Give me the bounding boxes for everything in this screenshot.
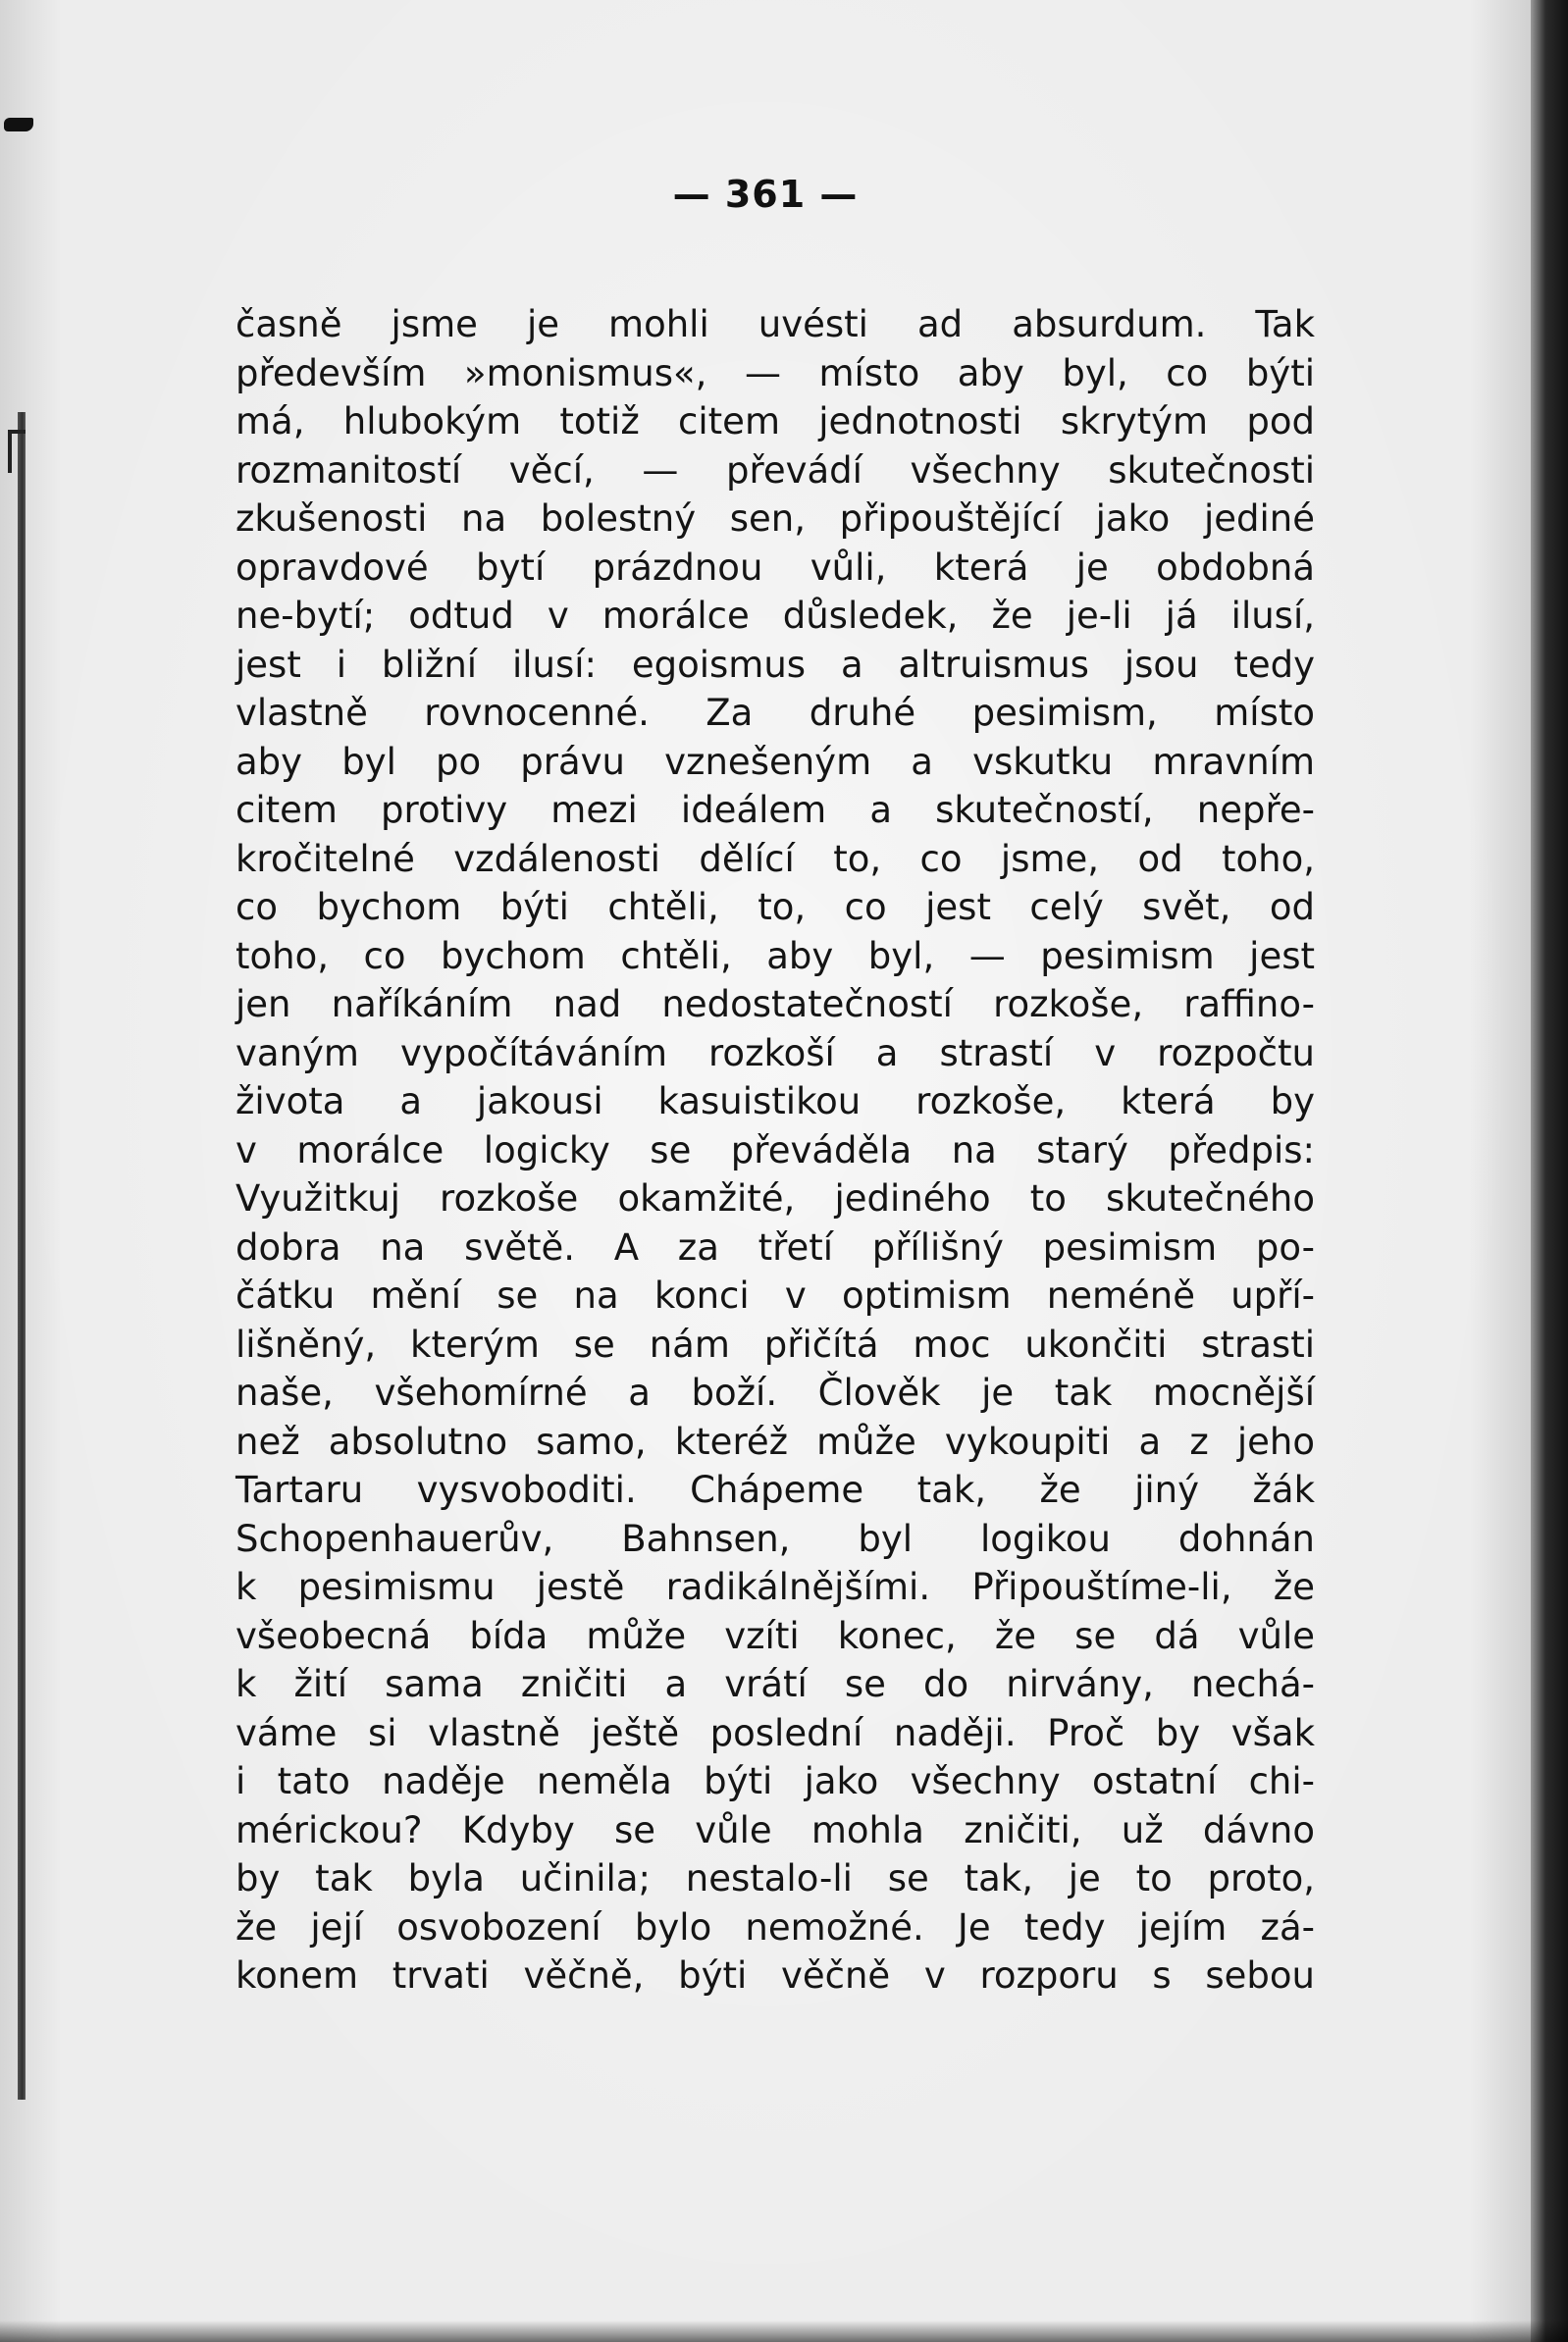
text-line: mérickou? Kdyby se vůle mohla zničiti, už dávno	[235, 1808, 1315, 1851]
binding-edge	[18, 412, 26, 2100]
text-line: lišněný, kterým se nám přičítá moc ukončiti strasti	[235, 1323, 1315, 1366]
binding-mark	[8, 430, 26, 473]
text-line: k žití sama zničiti a vrátí se do nirvány, nechá-	[235, 1663, 1315, 1705]
text-line: že její osvobození bylo nemožné. Je tedy jejím zá-	[235, 1905, 1315, 1949]
bottom-edge-shadow	[0, 2320, 1568, 2342]
text-line: má, hlubokým totiž citem jednotnosti skrytým pod	[235, 400, 1315, 442]
text-line: opravdové bytí prázdnou vůli, která je obdobná	[235, 546, 1315, 589]
text-line: všeobecná bída může vzíti konec, že se dá vůle	[235, 1614, 1315, 1657]
text-line: než absolutno samo, kteréž může vykoupiti a z jeho	[235, 1420, 1315, 1463]
text-line: jen naříkáním nad nedostatečností rozkoše, raffino-	[235, 983, 1315, 1025]
body-text	[235, 300, 1315, 2001]
ink-mark	[4, 118, 33, 131]
text-line: rozmanitostí věcí, — převádí všechny skutečnosti	[235, 448, 1315, 492]
text-line: vaným vypočítáváním rozkoší a strastí v rozpočtu	[235, 1031, 1315, 1074]
text-line: naše, všehomírné a boží. Člověk je tak mocnější	[235, 1372, 1315, 1414]
text-line: v morálce logicky se převáděla na starý předpis:	[235, 1128, 1315, 1171]
text-line: citem protivy mezi ideálem a skutečností, nepře-	[235, 789, 1315, 831]
text-line: především »monismus«, — místo aby byl, co býti	[235, 351, 1315, 394]
text-line: čátku mění se na konci v optimism neméně upří-	[235, 1275, 1315, 1317]
page-edge-shadow	[1531, 0, 1568, 2342]
page-number: — 361 —	[672, 173, 859, 216]
text-line: co bychom býti chtěli, to, co jest celý svět, od	[235, 886, 1315, 928]
text-line: ne-bytí; odtud v morálce důsledek, že je-li já ilusí,	[235, 595, 1315, 637]
text-line: zkušenosti na bolestný sen, připouštějící jako jediné	[235, 497, 1315, 540]
text-line: toho, co bychom chtěli, aby byl, — pesimism jest	[235, 934, 1315, 977]
text-line: by tak byla učinila; nestalo-li se tak, je to proto,	[235, 1857, 1315, 1900]
text-line: kročitelné vzdálenosti dělící to, co jsme, od toho,	[235, 837, 1315, 880]
text-line: jest i bližní ilusí: egoismus a altruismus jsou tedy	[235, 643, 1315, 686]
text-line: Schopenhauerův, Bahnsen, byl logikou dohnán	[235, 1517, 1315, 1560]
text-line: váme si vlastně ještě poslední naději. Proč by však	[235, 1711, 1315, 1754]
text-line: života a jakousi kasuistikou rozkoše, která by	[235, 1080, 1315, 1122]
text-line: aby byl po právu vznešeným a vskutku mravním	[235, 740, 1315, 783]
text-line: časně jsme je mohli uvésti ad absurdum. Tak	[235, 303, 1315, 345]
text-line: k pesimismu jestě radikálnějšími. Připouštíme-li, že	[235, 1566, 1315, 1608]
text-line: i tato naděje neměla býti jako všechny ostatní chi-	[235, 1760, 1315, 1802]
text-line: Využitkuj rozkoše okamžité, jediného to skutečného	[235, 1177, 1315, 1220]
text-line: dobra na světě. A za třetí přílišný pesimism po-	[235, 1225, 1315, 1269]
text-line: vlastně rovnocenné. Za druhé pesimism, místo	[235, 692, 1315, 734]
text-line: konem trvati věčně, býti věčně v rozporu s sebou	[235, 1954, 1315, 1997]
text-line: Tartaru vysvoboditi. Chápeme tak, že jiný žák	[235, 1469, 1315, 1511]
